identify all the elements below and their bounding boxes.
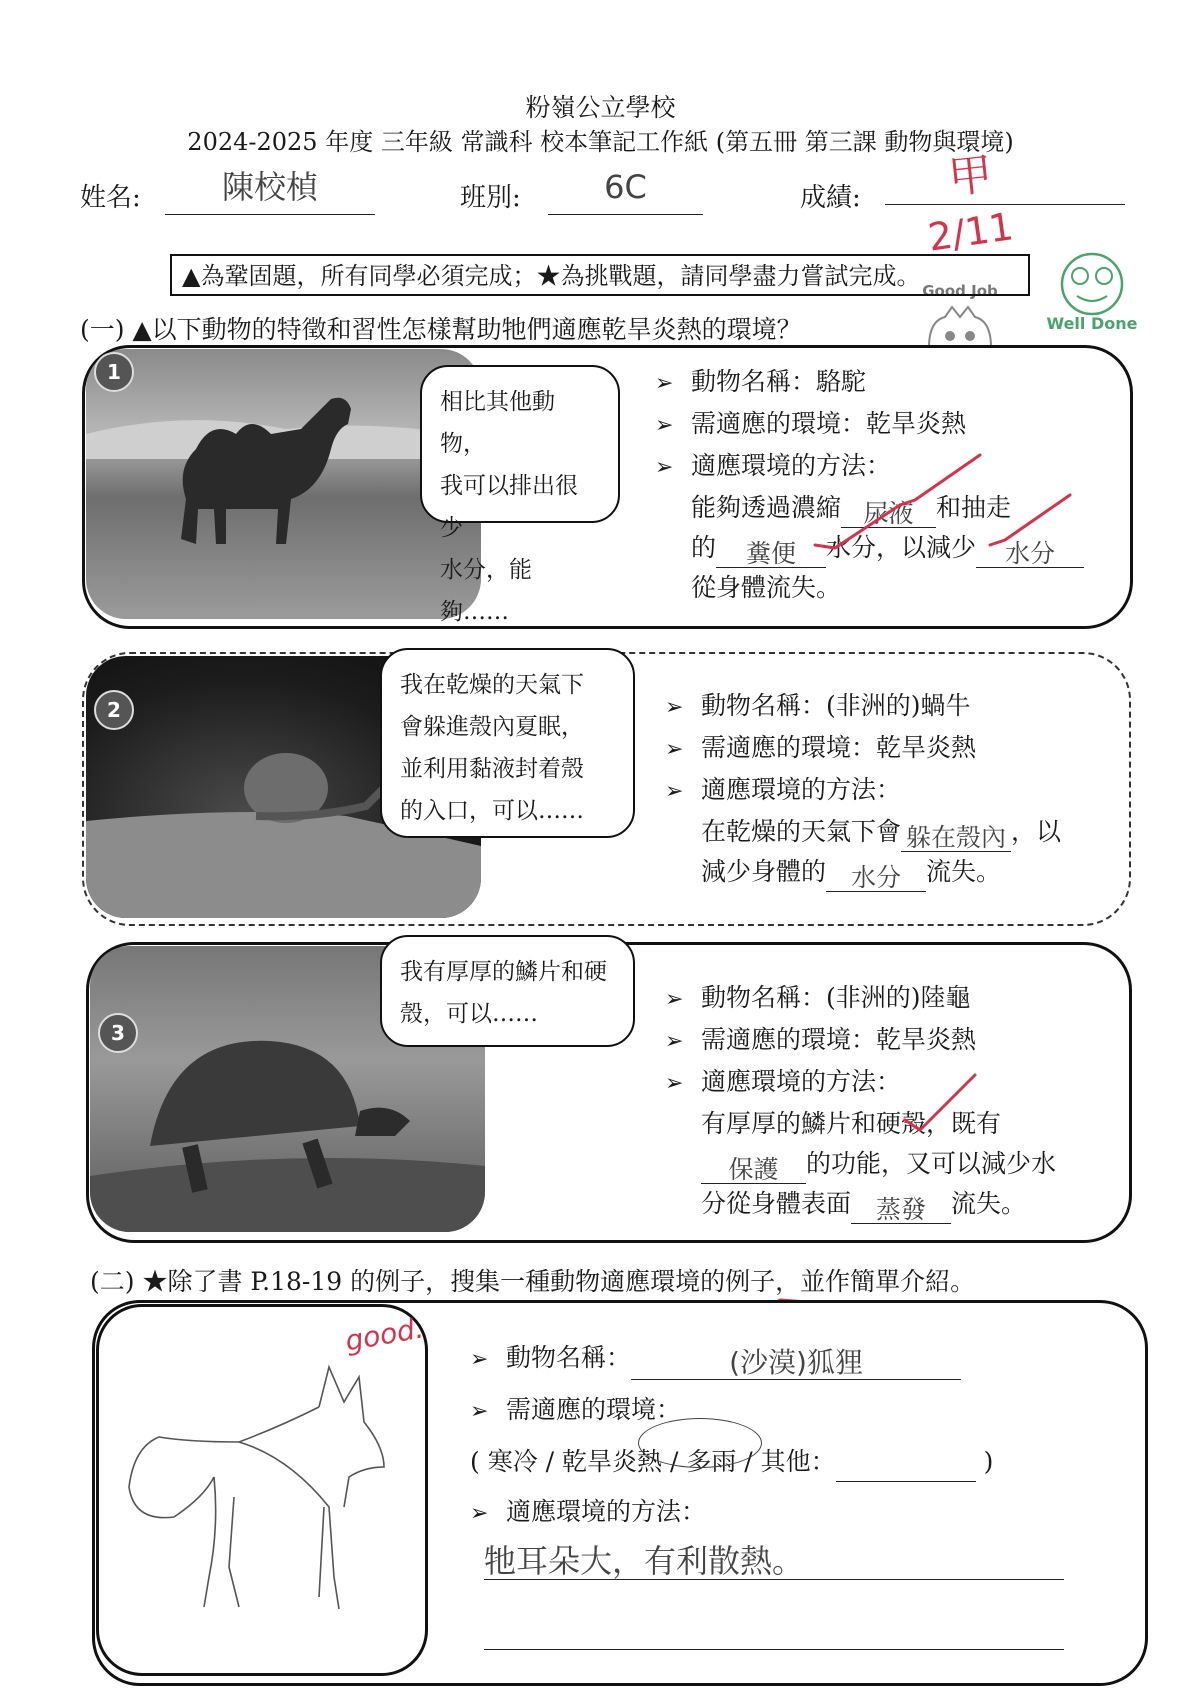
answer-blank-water: 水分 [826,864,926,893]
bubble-line: 我在乾燥的天氣下 [400,672,584,698]
score-label: 成績: [800,183,861,213]
tick-icon [990,495,1070,545]
worksheet-title: 2024-2025 年度 三年級 常識科 校本筆記工作紙 (第五冊 第三課 動物與環境) [187,128,1014,156]
answer-blank-shell: 躲在殼內 [901,824,1011,853]
environment-line: 需適應的環境：乾旱炎熱 [701,1025,977,1054]
fox-drawing-frame [96,1304,428,1676]
environment-line: 需適應的環境：乾旱炎熱 [701,733,977,762]
method-text: 能夠透過濃縮 [691,493,842,522]
arrow-icon: ➢ [665,1029,684,1054]
method-label: 適應環境的方法： [691,451,892,480]
tick-icon [815,505,900,548]
method-text: 分從身體表面 [701,1189,852,1218]
answer-blank-urine: 尿液 [841,500,936,529]
method-text: 流失。 [951,1189,1027,1218]
selected-option-circle [638,1418,762,1468]
bubble-line: 殼，可以…… [400,1001,538,1027]
animal-name-line: 動物名稱：駱駝 [691,367,867,396]
method-text: 有厚厚的鱗片和硬殼，既有 [701,1109,1002,1138]
arrow-icon: ➢ [655,371,674,396]
bubble-line: 我有厚厚的鱗片和硬 [400,959,607,985]
card-number-2: 2 [94,690,134,730]
bubble-line: 我可以排出很少 [440,473,578,541]
animal-name-value: (沙漠)狐狸 [631,1348,961,1380]
method-text: 的 [691,533,717,562]
bubble-line: 並利用黏液封着殼 [400,756,584,782]
method-text: 從身體流失。 [691,573,842,602]
answer-blank-protect: 保護 [701,1156,806,1185]
method-label: 適應環境的方法： [701,1067,902,1096]
bubble-line: 相比其他動物， [440,389,555,457]
environment-options: ( 寒冷 / 乾旱炎熱 / 多雨 / 其他： [470,1447,836,1476]
method-text: 的功能，又可以減少水 [806,1149,1057,1178]
arrow-icon: ➢ [665,695,684,720]
answer-blank-water: 水分 [976,540,1084,569]
method-label: 適應環境的方法： [701,775,902,804]
name-value: 陳校楨 [165,170,375,215]
method-blank-2 [484,1619,1064,1650]
fox-drawing-icon [119,1347,419,1637]
tick-icon [905,1075,975,1130]
answer-blank-feces: 糞便 [716,540,826,569]
research-answers [470,1338,1120,1650]
bubble-line: 會躲進殼內夏眠， [400,714,584,740]
method-text: 在乾燥的天氣下會 [701,817,902,846]
arrow-icon: ➢ [655,413,674,438]
arrow-icon: ➢ [470,1347,489,1372]
animal-name-line: 動物名稱：(非洲的)蝸牛 [701,691,971,720]
teacher-mark: 2/11 [925,204,1016,260]
environment-label: 需適應的環境： [506,1395,682,1424]
method-value: 牠耳朵大，有利散熱。 [484,1544,1064,1580]
bubble-line: 的入口，可以…… [400,798,584,824]
arrow-icon: ➢ [470,1399,489,1424]
teacher-good-mark: good. [342,1311,426,1358]
arrow-icon: ➢ [665,987,684,1012]
bubble-line: 水分，能夠…… [440,557,532,625]
method-text: 和抽走 [936,493,1012,522]
class-value: 6C [548,170,703,215]
arrow-icon: ➢ [665,737,684,762]
environment-line: 需適應的環境：乾旱炎熱 [691,409,967,438]
arrow-icon: ➢ [655,455,674,480]
card-number-1: 1 [94,352,134,392]
animal-name-line: 動物名稱：(非洲的)陸龜 [701,983,971,1012]
animal-name-label: 動物名稱： [506,1343,632,1372]
method-text: ，以 [1011,817,1062,846]
notice-text: ▲為鞏固題，所有同學必須完成；★為挑戰題，請同學盡力嘗試完成。 [182,262,921,290]
score-value: 甲 [945,148,996,205]
good-job-text: Good Job [922,282,998,300]
method-label: 適應環境的方法： [506,1497,707,1526]
environment-close: ) [983,1447,994,1476]
arrow-icon: ➢ [665,779,684,804]
section2-heading: (二) ★除了書 P.18-19 的例子，搜集一種動物適應環境的例子，並作簡單介紹。 [90,1267,976,1296]
other-blank [836,1451,976,1482]
well-done-text: Well Done [1046,314,1138,333]
method-text: 流失。 [926,857,1002,886]
answer-blank-evaporate: 蒸發 [851,1196,951,1225]
section1-heading: (一) ▲以下動物的特徵和習性怎樣幫助牠們適應乾旱炎熱的環境？ [80,315,802,344]
school-name: 粉嶺公立學校 [525,93,676,122]
arrow-icon: ➢ [665,1071,684,1096]
method-text: 減少身體的 [701,857,827,886]
class-label: 班別: [460,183,521,213]
tick-icon [900,455,980,505]
card-number-3: 3 [98,1013,138,1053]
method-text: 水分，以減少 [826,533,977,562]
name-label: 姓名: [80,183,141,213]
arrow-icon: ➢ [470,1501,489,1526]
